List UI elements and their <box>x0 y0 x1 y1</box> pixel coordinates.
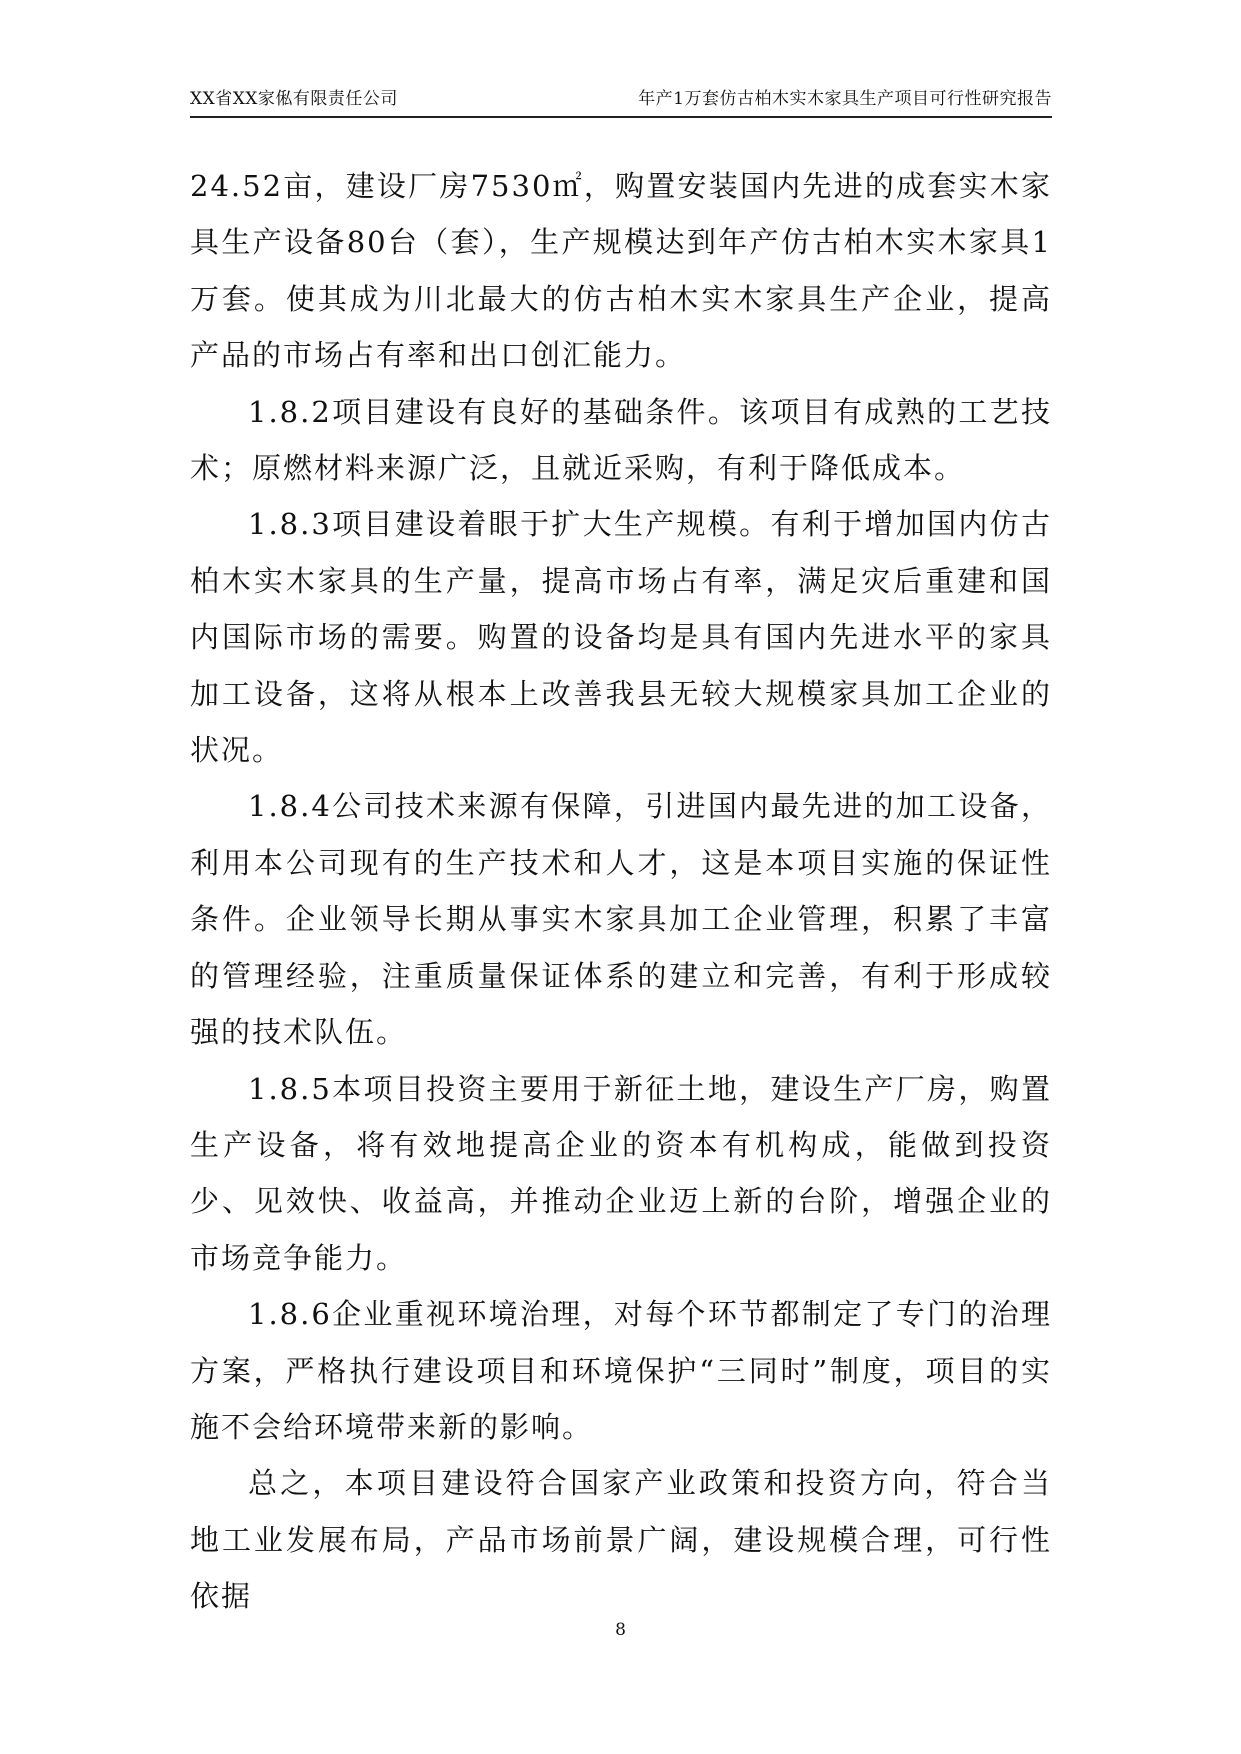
page-header <box>190 86 1052 118</box>
paragraph-continuation: 24.52亩，建设厂房7530㎡，购置安装国内先进的成套实木家具生产设备80台（套），生产规模达到年产仿古柏木实木家具1万套。使其成为川北最大的仿古柏木实木家具生产企业，提高产品的市场占有率和出口创汇能力。 <box>190 169 1052 373</box>
paragraph-1-8-3: 1.8.3项目建设着眼于扩大生产规模。有利于增加国内仿古柏木实木家具的生产量，提高市场占有率，满足灾后重建和国内国际市场的需要。购置的设备均是具有国内先进水平的家具加工设备，这将从根本上改善我县无较大规模家具加工企业的状况。 <box>190 507 1052 768</box>
document-body <box>190 158 1052 1625</box>
header-report-title: 年产1万套仿古柏木实木家具生产项目可行性研究报告 <box>638 89 1052 109</box>
paragraph-1-8-5: 1.8.5本项目投资主要用于新征土地，建设生产厂房，购置生产设备，将有效地提高企业的资本有机构成，能做到投资少、见效快、收益高，并推动企业迈上新的台阶，增强企业的市场竞争能力。 <box>190 1071 1052 1275</box>
paragraph-summary: 总之，本项目建设符合国家产业政策和投资方向，符合当地工业发展布局，产品市场前景广阔，建设规模合理，可行性依据 <box>190 1466 1052 1614</box>
paragraph-1-8-2: 1.8.2项目建设有良好的基础条件。该项目有成熟的工艺技术；原燃材料来源广泛，且就近采购，有利于降低成本。 <box>190 394 1052 486</box>
paragraph-1-8-4: 1.8.4公司技术来源有保障，引进国内最先进的加工设备，利用本公司现有的生产技术和人才，这是本项目实施的保证性条件。企业领导长期从事实木家具加工企业管理，积累了丰富的管理经验，注重质量保证体系的建立和完善，有利于形成较强的技术队伍。 <box>190 789 1052 1050</box>
page-number: 8 <box>615 1620 626 1640</box>
header-company-name: XX省XX家俬有限责任公司 <box>190 89 398 109</box>
paragraph-1-8-6: 1.8.6企业重视环境治理，对每个环节都制定了专门的治理方案，严格执行建设项目和环境保护“三同时”制度，项目的实施不会给环境带来新的影响。 <box>190 1297 1052 1444</box>
